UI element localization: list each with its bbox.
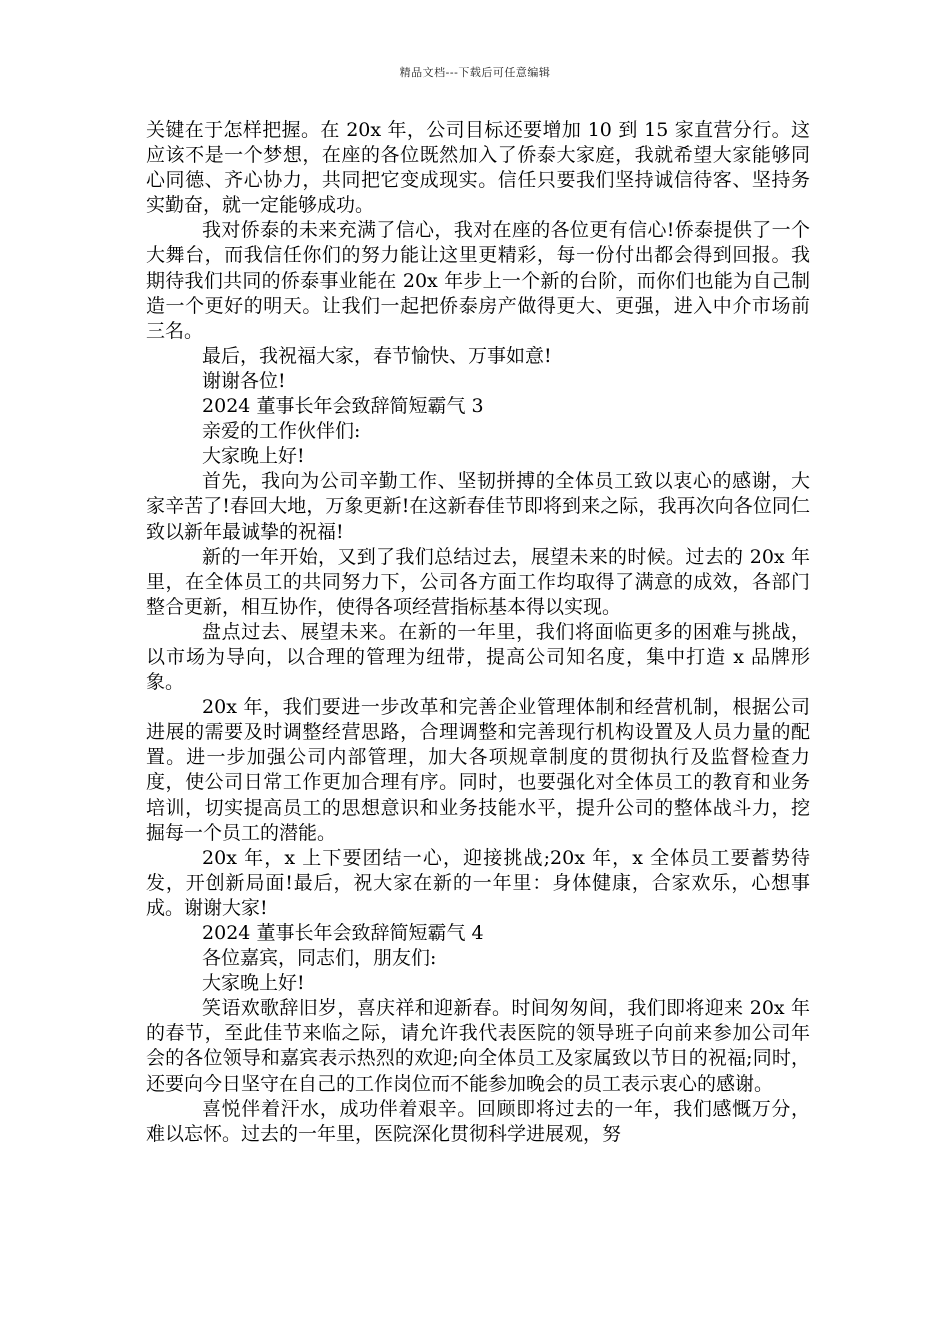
greeting: 大家晚上好! bbox=[202, 445, 305, 468]
paragraph: 盘点过去、展望未来。在新的一年里，我们将面临更多的困难与挑战，以市场为导向，以合理的管理为纽带，提高公司知名度，集中打造 x 品牌形象。 bbox=[146, 620, 810, 694]
paragraph: 喜悦伴着汗水，成功伴着艰辛。回顾即将过去的一年，我们感慨万分，难以忘怀。过去的一年里，医院深化贯彻科学进展观，努 bbox=[146, 1097, 810, 1145]
salutation: 各位嘉宾，同志们，朋友们: bbox=[202, 947, 437, 970]
page-header-watermark: 精品文档---下载后可任意编辑 bbox=[399, 66, 551, 79]
thanks-line: 谢谢各位! bbox=[202, 369, 286, 392]
paragraph: 20x 年，我们要进一步改革和完善企业管理体制和经营机制，根据公司进展的需要及时调整经营思路，合理调整和完善现行机构设置及人员力量的配置。进一步加强公司内部管理，加大各项规章制度的贯彻执行及监督检查力度，使公司日常工作更加合理有序。同时，也要强化对全体员工的教育和业务培训，切实提高员工的思想意识和业务技能水平，提升公司的整体战斗力，挖掘每一个员工的潜能。 bbox=[146, 696, 810, 844]
paragraph: 首先，我向为公司辛勤工作、坚韧拼搏的全体员工致以衷心的感谢，大家辛苦了!春回大地，万象更新!在这新春佳节即将到来之际，我再次向各位同仁致以新年最诚挚的祝福! bbox=[146, 470, 810, 543]
closing-line: 最后，我祝福大家，春节愉快、万事如意! bbox=[202, 344, 552, 367]
paragraph: 笑语欢歌辞旧岁，喜庆祥和迎新春。时间匆匆间，我们即将迎来 20x 年的春节，至此佳节来临之际，请允许我代表医院的领导班子向前来参加公司年会的各位领导和嘉宾表示热烈的欢迎;向全体员工及家属致以节日的祝福;同时，还要向今日坚守在自己的工作岗位而不能参加晚会的员工表示衷心的感谢。 bbox=[146, 997, 810, 1095]
section-title: 2024 董事长年会致辞简短霸气 3 bbox=[202, 395, 484, 418]
paragraph: 关键在于怎样把握。在 20x 年，公司目标还要增加 10 到 15 家直营分行。这应该不是一个梦想，在座的各位既然加入了侨泰大家庭，我就希望大家能够同心同德、齐心协力，共同把它变成现实。信任只要我们坚持诚信待客、坚持务实勤奋，就一定能够成功。 bbox=[146, 119, 810, 217]
greeting: 大家晚上好! bbox=[202, 972, 305, 995]
document-body bbox=[146, 118, 810, 1147]
salutation: 亲爱的工作伙伴们: bbox=[202, 420, 361, 443]
paragraph: 我对侨泰的未来充满了信心，我对在座的各位更有信心!侨泰提供了一个大舞台，而我信任你们的努力能让这里更精彩，每一份付出都会得到回报。我期待我们共同的侨泰事业能在 20x 年步上一个新的台阶，而你们也能为自己制造一个更好的明天。让我们一起把侨泰房产做得更大、更强，进入中介市场前三名。 bbox=[146, 219, 810, 342]
paragraph: 新的一年开始，又到了我们总结过去，展望未来的时候。过去的 20x 年里，在全体员工的共同努力下，公司各方面工作均取得了满意的成效，各部门整合更新，相互协作，使得各项经营指标基本得以实现。 bbox=[146, 545, 810, 618]
paragraph: 20x 年，x 上下要团结一心，迎接挑战;20x 年，x 全体员工要蓄势待发，开创新局面!最后，祝大家在新的一年里：身体健康，合家欢乐，心想事成。谢谢大家! bbox=[146, 846, 810, 919]
section-title: 2024 董事长年会致辞简短霸气 4 bbox=[202, 922, 484, 944]
